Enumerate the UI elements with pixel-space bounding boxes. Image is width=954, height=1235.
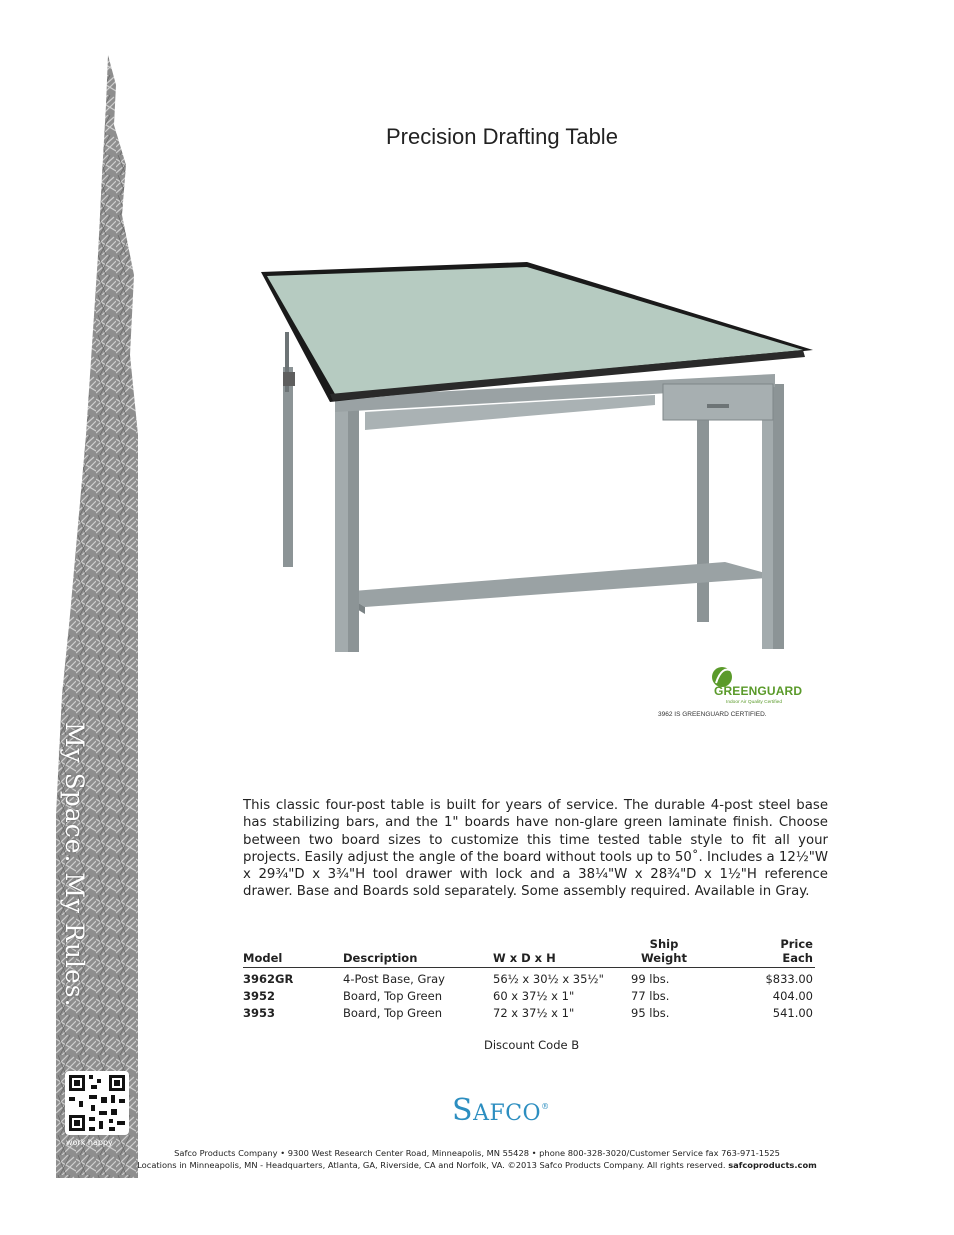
logo-rest: AFCO	[473, 1101, 542, 1126]
header-weight-line1: Ship	[649, 937, 679, 951]
row-dimensions: 56½ x 30½ x 35½"	[493, 972, 604, 986]
discount-code: Discount Code B	[484, 1038, 580, 1052]
table-header	[243, 934, 815, 968]
header-price-line2: Each	[782, 951, 813, 965]
safco-logo	[452, 1093, 550, 1128]
row-description: 4-Post Base, Gray	[343, 972, 445, 986]
greenguard-sub: Indoor Air Quality Certified	[726, 700, 782, 705]
row-price: 404.00	[772, 989, 813, 1003]
row-weight: 99 lbs.	[631, 972, 670, 986]
greenguard-caption: 3962 IS GREENGUARD CERTIFIED.	[658, 711, 767, 718]
greenguard-logo	[710, 661, 810, 707]
header-price-line1: Price	[780, 937, 813, 951]
header-price	[780, 937, 813, 965]
table-row	[243, 987, 815, 1004]
header-weight	[631, 937, 697, 965]
row-description: Board, Top Green	[343, 1006, 442, 1020]
logo-initial: S	[452, 1093, 474, 1128]
row-weight: 95 lbs.	[631, 1006, 670, 1020]
tagline: My Space. My Rules.	[60, 722, 89, 1008]
row-weight: 77 lbs.	[631, 989, 670, 1003]
row-description: Board, Top Green	[343, 989, 442, 1003]
spec-table	[243, 934, 815, 1021]
footer-locations-text: Locations in Minneapolis, MN - Headquarters, Atlanta, GA, Riverside, CA and Norfolk, VA. ©2013 Safco Products Company. All rights reserved.	[137, 1160, 726, 1170]
logo-mark: ®	[541, 1102, 550, 1111]
row-dimensions: 60 x 37½ x 1"	[493, 989, 575, 1003]
qr-code[interactable]	[65, 1071, 129, 1135]
footer-website-link[interactable]: safcoproducts.com	[728, 1160, 817, 1170]
header-description: Description	[343, 951, 418, 965]
row-price: 541.00	[772, 1006, 813, 1020]
table-row	[243, 970, 815, 987]
footer-locations	[0, 1160, 954, 1170]
row-price: $833.00	[765, 972, 813, 986]
row-model: 3962GR	[243, 972, 294, 986]
greenguard-brand: GREENGUARD	[714, 684, 802, 698]
product-description: This classic four-post table is built for years of service. The durable 4-post steel base has stabilizing bars, and the 1" boards have non-glare green laminate finish. Choose between two board sizes to customize this time tested table style to fit all your projects. Easily adjust the angle of the board without tools up to 50˚. Includes a 12½"W x 29¾"D x 3¾"H tool drawer with lock and a 38¼"W x 28¾"D x 1½"H reference drawer. Base and Boards sold separately. Some assembly required. Available in Gray.	[243, 798, 828, 900]
row-model: 3952	[243, 989, 276, 1003]
header-model: Model	[243, 951, 283, 965]
table-row	[243, 1004, 815, 1021]
product-image	[255, 262, 820, 666]
qr-caption: work happy	[66, 1138, 113, 1147]
row-model: 3953	[243, 1006, 276, 1020]
header-weight-line2: Weight	[641, 951, 687, 965]
header-dimensions: W x D x H	[493, 951, 556, 965]
row-dimensions: 72 x 37½ x 1"	[493, 1006, 575, 1020]
footer-address: Safco Products Company • 9300 West Research Center Road, Minneapolis, MN 55428 • phone 800-328-3020/Customer Service fax 763-971-1525	[174, 1148, 780, 1158]
page-title: Precision Drafting Table	[386, 124, 618, 149]
